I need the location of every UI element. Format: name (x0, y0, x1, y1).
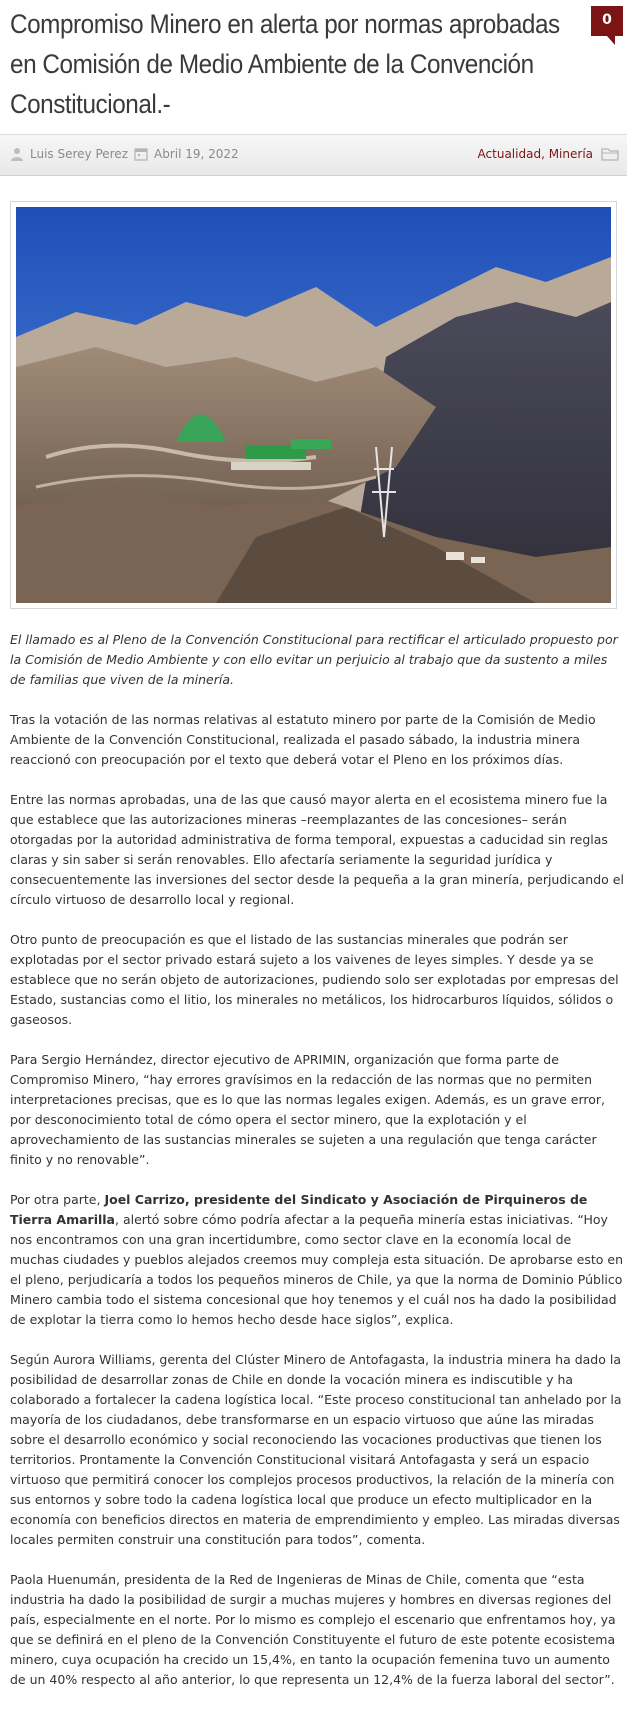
post-date-text: Abril 19, 2022 (154, 147, 239, 161)
article-body (10, 630, 624, 1710)
post-categories (478, 147, 619, 161)
article-paragraph-3: Otro punto de preocupación es que el listado de las sustancias minerales que podrán ser explotadas por el sector privado estará sujeto a los vaivenes de leyes simples. Y desde ya se establece que no serán objeto de autorizaciones, pudiendo solo ser explotadas por empresas del Estado, sustancias como el litio, los minerales no metálicos, los hidrocarburos líquidos, sólidos o gaseosos. (10, 932, 619, 1027)
post-author[interactable] (10, 147, 128, 161)
article-paragraph-2: Entre las normas aprobadas, una de las que causó mayor alerta en el ecosistema minero fue la que establece que las autorizaciones mineras –reemplazantes de las concesiones– serán otorgadas por la autoridad administrativa de forma temporal, expuestas a caducidad sin reglas claras y sin saber si serán renovables. Ello afectaría seriamente la seguridad jurídica y consecuentemente las inversiones del sector desde la pequeña a la gran minería, perjudicando el círculo virtuoso de desarrollo local y regional. (10, 792, 624, 907)
post-title-line-3: Constitucional.- (10, 89, 171, 119)
post-title (10, 4, 560, 124)
user-icon (10, 147, 24, 161)
folder-icon (601, 147, 619, 161)
post-date (134, 147, 239, 161)
article-lead: El llamado es al Pleno de la Convención Constitucional para rectificar el articulado propuesto por la Comisión de Medio Ambiente y con ello evitar un perjuicio al trabajo que da sustento a miles de familias que viven de la minería. (10, 632, 618, 687)
article-paragraph-5 (10, 1190, 624, 1330)
calendar-icon (134, 147, 148, 161)
article-paragraph-7: Paola Huenumán, presidenta de la Red de Ingenieras de Minas de Chile, comenta que “esta industria ha dado la posibilidad de surgir a muchas mujeres y hombres en diversas regiones del país, especialmente en el norte. Por lo mismo es complejo el escenario que enfrentamos hoy, ya que se definirá en el pleno de la Convención Constituyente el futuro de este potente ecosistema minero, cuya ocupación ha crecido un 15,4%, en tanto la ocupación femenina tuvo un aumento de un 40% respecto al año anterior, lo que representa un 12,4% de la fuerza laboral del sector”. (10, 1572, 616, 1687)
paragraph-5-bold-name: Joel Carrizo, presidente del Sindicato y Asociación de Pirquineros de Tierra Amarilla (10, 1192, 588, 1227)
featured-image-frame (10, 201, 617, 609)
category-separator: , (541, 147, 549, 161)
category-link-actualidad[interactable]: Actualidad (477, 147, 542, 161)
paragraph-5-intro: Por otra parte, (10, 1192, 105, 1207)
article-paragraph-4: Para Sergio Hernández, director ejecutivo de APRIMIN, organización que forma parte de Compromiso Minero, “hay errores gravísimos en la redacción de las normas que no permiten interpretaciones precisas, que es lo que las normas legales exigen. Además, es un grave error, por desconocimiento total de cómo opera el sector minero, que la explotación y el aprovechamiento de las sustancias minerales se sujeten a una regulación que tenga carácter finito y no renovable”. (10, 1052, 605, 1167)
category-link-mineria[interactable]: Minería (548, 147, 593, 161)
comment-count-badge[interactable]: 0 (591, 6, 623, 36)
paragraph-5-body: , alertó sobre cómo podría afectar a la pequeña minería estas iniciativas. “Hoy nos encontramos con una gran incertidumbre, como sector clave en la economía local de muchas ciudades y pueblos alejados creemos muy compleja esta situación. De aprobarse esto en el pleno, perjudicaría a todos los pequeños mineros de Chile, ya que la norma de Dominio Público Minero cambia todo el sistema concesional que hoy tenemos y el cuál nos ha dado la posibilidad de explotar la tierra como lo hemos hecho desde hace siglos”, explica. (10, 1212, 624, 1327)
article-paragraph-6: Según Aurora Williams, gerenta del Clúster Minero de Antofagasta, la industria minera ha dado la posibilidad de desarrollar zonas de Chile en donde la vocación minera es indiscutible y ha colaborado a fortalecer la cadena logística local. “Este proceso constitucional tan anhelado por la mayoría de los ciudadanos, debe transformarse en un espacio virtuoso que aúne las miradas sobre el desarrollo económico y social reconociendo las vocaciones productivas que tienen los territorios. Prontamente la Convención Constitucional visitará Antofagasta y será un espacio virtuoso que permitirá conocer los complejos procesos productivos, la relación de la minería con sus entornos y sobre todo la cadena logística local que produce un efecto multiplicador en la economía con beneficios directos en materia de emprendimiento y empleo. Las miradas diversas locales permiten construir una constitución para todos”, comenta. (10, 1352, 622, 1547)
mine-landscape-photo[interactable] (16, 207, 611, 603)
article-paragraph-1: Tras la votación de las normas relativas al estatuto minero por parte de la Comisión de Medio Ambiente de la Convención Constitucional, realizada el pasado sábado, la industria minera reaccionó con preocupación por el texto que deberá votar el Pleno en los próximos días. (10, 712, 596, 767)
post-title-line-1: Compromiso Minero en alerta por normas aprobadas (10, 9, 560, 39)
post-title-line-2: en Comisión de Medio Ambiente de la Convención (10, 49, 534, 79)
post-meta-bar (0, 134, 627, 176)
post-author-name[interactable]: Luis Serey Perez (30, 147, 128, 161)
